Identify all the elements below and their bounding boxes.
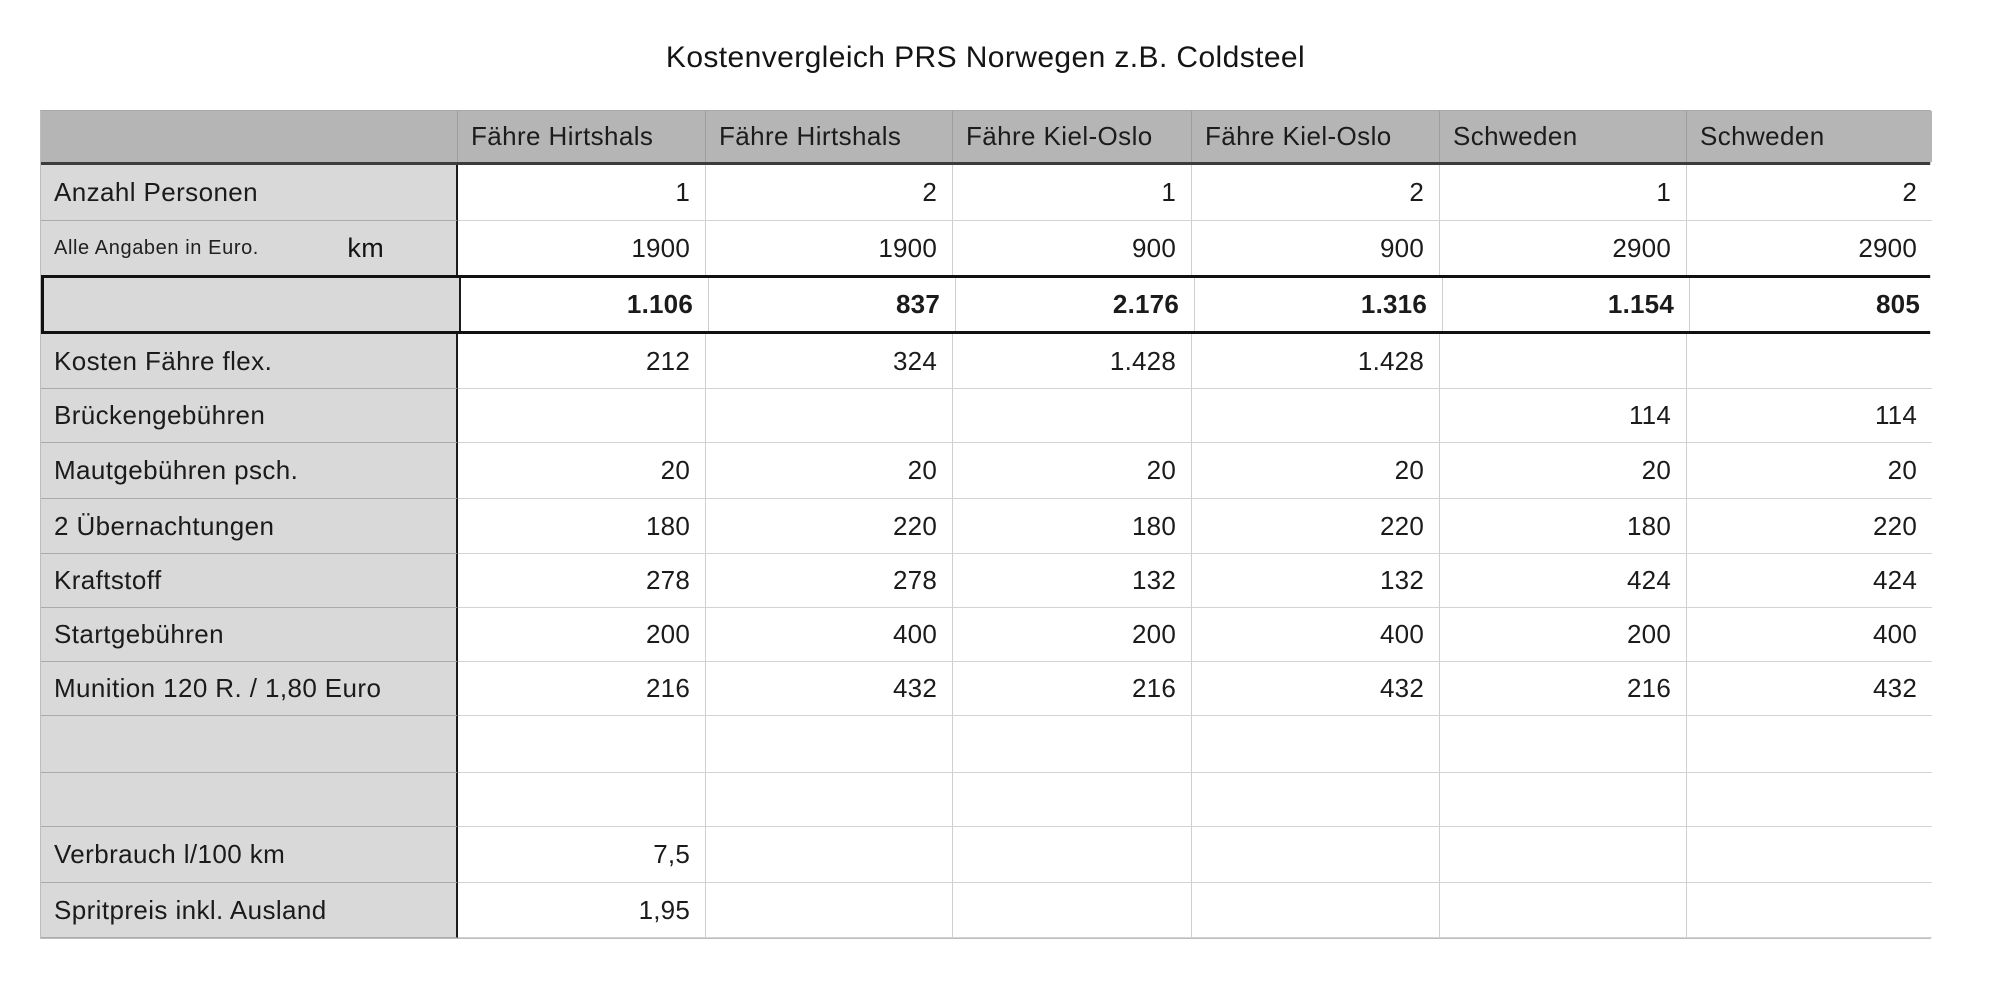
table-row <box>41 716 1930 773</box>
value-cell: 424 <box>1440 554 1687 608</box>
value-cell <box>1687 827 1932 883</box>
value-cell: 424 <box>1687 554 1932 608</box>
value-cell: 2900 <box>1440 221 1687 275</box>
value-cell <box>1687 334 1932 389</box>
row-label-cell: Mautgebühren psch. <box>41 443 458 499</box>
row-label-cell <box>44 278 461 331</box>
value-cell <box>1192 773 1440 827</box>
value-cell: 7,5 <box>458 827 706 883</box>
value-cell: 1 <box>458 165 706 221</box>
value-cell <box>953 827 1192 883</box>
value-cell: 216 <box>458 662 706 716</box>
value-cell: 216 <box>953 662 1192 716</box>
value-cell <box>953 389 1192 443</box>
value-cell: 212 <box>458 334 706 389</box>
value-cell: 900 <box>953 221 1192 275</box>
column-header-cell: Fähre Hirtshals <box>706 111 953 162</box>
value-cell: 1900 <box>458 221 706 275</box>
units-note: Alle Angaben in Euro. <box>54 236 259 259</box>
value-cell: 1,95 <box>458 883 706 938</box>
value-cell: 200 <box>1440 608 1687 662</box>
table-row <box>41 443 1930 499</box>
corner-header-cell <box>41 111 458 162</box>
row-label-cell: Kraftstoff <box>41 554 458 608</box>
value-cell: 1 <box>1440 165 1687 221</box>
value-cell: 216 <box>1440 662 1687 716</box>
value-cell <box>1192 716 1440 773</box>
value-cell: 900 <box>1192 221 1440 275</box>
value-cell: 1.428 <box>953 334 1192 389</box>
value-cell: 1.154 <box>1443 278 1690 331</box>
row-label-cell: Munition 120 R. / 1,80 Euro <box>41 662 458 716</box>
value-cell: 114 <box>1440 389 1687 443</box>
value-cell <box>458 716 706 773</box>
value-cell: 20 <box>953 443 1192 499</box>
table-row <box>41 165 1930 221</box>
value-cell <box>458 389 706 443</box>
table-row <box>41 554 1930 608</box>
value-cell: 20 <box>1440 443 1687 499</box>
value-cell: 400 <box>1687 608 1932 662</box>
value-cell: 220 <box>1687 499 1932 554</box>
value-cell <box>1192 883 1440 938</box>
value-cell <box>1687 716 1932 773</box>
page-title: Kostenvergleich PRS Norwegen z.B. Coldsteel <box>665 41 1306 74</box>
value-cell: 20 <box>706 443 953 499</box>
value-cell: 2 <box>1192 165 1440 221</box>
value-cell: 1.428 <box>1192 334 1440 389</box>
value-cell <box>706 883 953 938</box>
value-cell: 2.176 <box>956 278 1195 331</box>
row-label-cell <box>41 716 458 773</box>
table-row <box>41 334 1930 389</box>
value-cell <box>1687 773 1932 827</box>
value-cell <box>1440 883 1687 938</box>
value-cell: 432 <box>1687 662 1932 716</box>
value-cell <box>953 883 1192 938</box>
value-cell: 278 <box>706 554 953 608</box>
row-label-cell: Kosten Fähre flex. <box>41 334 458 389</box>
value-cell: 220 <box>706 499 953 554</box>
table-row <box>41 221 1930 275</box>
table-row <box>41 499 1930 554</box>
value-cell: 400 <box>706 608 953 662</box>
value-cell: 1 <box>953 165 1192 221</box>
value-cell <box>953 716 1192 773</box>
row-label-cell <box>41 221 458 275</box>
value-cell: 805 <box>1690 278 1935 331</box>
value-cell <box>1440 827 1687 883</box>
value-cell: 132 <box>953 554 1192 608</box>
value-cell: 837 <box>709 278 956 331</box>
value-cell: 400 <box>1192 608 1440 662</box>
value-cell: 324 <box>706 334 953 389</box>
column-header-cell: Fähre Kiel-Oslo <box>1192 111 1440 162</box>
value-cell <box>1192 827 1440 883</box>
cost-comparison-table <box>40 110 1931 939</box>
value-cell <box>706 716 953 773</box>
row-label-cell <box>41 773 458 827</box>
value-cell: 200 <box>953 608 1192 662</box>
table-row <box>41 608 1930 662</box>
value-cell <box>706 389 953 443</box>
column-header-cell: Schweden <box>1687 111 1932 162</box>
value-cell: 432 <box>706 662 953 716</box>
value-cell <box>706 773 953 827</box>
row-label-cell: 2 Übernachtungen <box>41 499 458 554</box>
value-cell <box>1440 716 1687 773</box>
value-cell: 132 <box>1192 554 1440 608</box>
value-cell <box>1440 334 1687 389</box>
value-cell: 432 <box>1192 662 1440 716</box>
value-cell: 200 <box>458 608 706 662</box>
column-header-cell: Fähre Kiel-Oslo <box>953 111 1192 162</box>
value-cell: 2900 <box>1687 221 1932 275</box>
value-cell: 1900 <box>706 221 953 275</box>
table-row <box>41 883 1930 938</box>
row-label-cell: Anzahl Personen <box>41 165 458 221</box>
table-row <box>41 662 1930 716</box>
value-cell: 114 <box>1687 389 1932 443</box>
value-cell: 20 <box>458 443 706 499</box>
value-cell <box>458 773 706 827</box>
value-cell: 20 <box>1687 443 1932 499</box>
value-cell: 2 <box>1687 165 1932 221</box>
value-cell <box>953 773 1192 827</box>
km-unit-label: km <box>347 232 384 263</box>
column-header-cell: Fähre Hirtshals <box>458 111 706 162</box>
row-label-cell: Brückengebühren <box>41 389 458 443</box>
value-cell: 180 <box>1440 499 1687 554</box>
value-cell: 220 <box>1192 499 1440 554</box>
value-cell: 180 <box>458 499 706 554</box>
table-header-row <box>41 111 1930 165</box>
value-cell <box>706 827 953 883</box>
row-label-cell: Startgebühren <box>41 608 458 662</box>
table-row <box>41 827 1930 883</box>
value-cell: 2 <box>706 165 953 221</box>
column-header-cell: Schweden <box>1440 111 1687 162</box>
value-cell: 1.316 <box>1195 278 1443 331</box>
value-cell: 278 <box>458 554 706 608</box>
value-cell <box>1687 883 1932 938</box>
value-cell <box>1192 389 1440 443</box>
value-cell: 20 <box>1192 443 1440 499</box>
value-cell: 1.106 <box>461 278 709 331</box>
table-row <box>41 773 1930 827</box>
totals-row <box>41 275 1930 334</box>
row-label-cell: Verbrauch l/100 km <box>41 827 458 883</box>
row-label-cell: Spritpreis inkl. Ausland <box>41 883 458 938</box>
value-cell <box>1440 773 1687 827</box>
value-cell: 180 <box>953 499 1192 554</box>
table-row <box>41 389 1930 443</box>
